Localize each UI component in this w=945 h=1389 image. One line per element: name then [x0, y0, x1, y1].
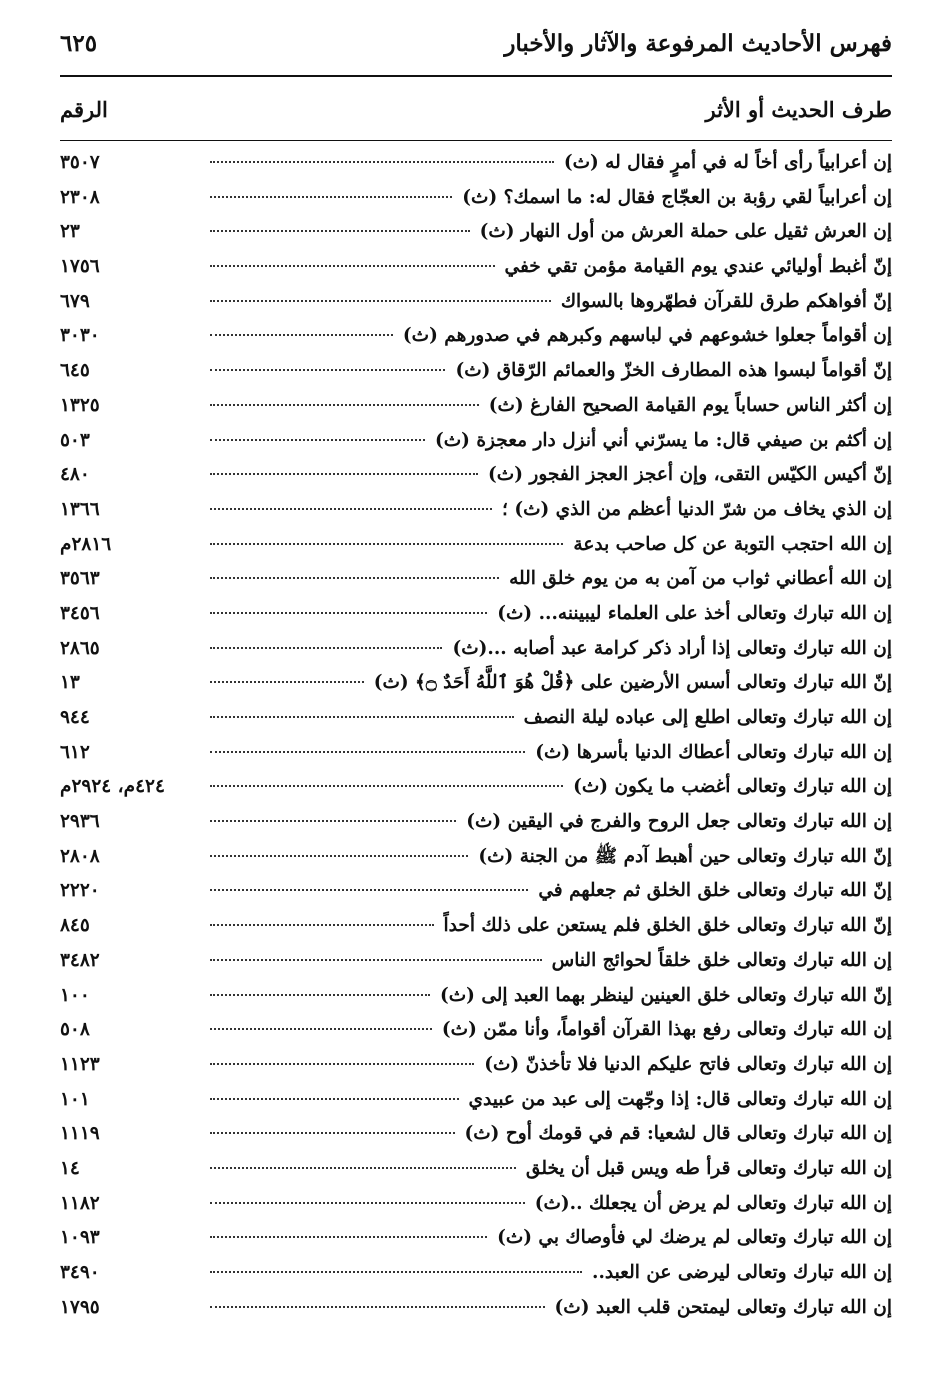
entry-number: ٢٣٠٨ [60, 186, 100, 208]
entry-text: إن الله تبارك وتعالى أغضب ما يكون (ث) [573, 776, 892, 798]
entry-number: ٤٨٠ [60, 464, 90, 486]
entry-text: إن الله تبارك وتعالى ليمتحن قلب العبد (ث) [554, 1296, 892, 1318]
entry-number: ١٠٩٣ [60, 1227, 100, 1249]
header-rule [60, 75, 892, 77]
dot-leader [210, 1167, 516, 1169]
index-entry [60, 499, 892, 534]
index-entry [60, 846, 892, 881]
index-entry [60, 1158, 892, 1193]
index-entry [60, 1193, 892, 1228]
entry-number: ٢٨٦٥ [60, 637, 100, 659]
dot-leader [210, 439, 425, 441]
dot-leader [210, 543, 563, 545]
running-title: فهرس الأحاديث المرفوعة والآثار والأخبار [504, 30, 892, 57]
dot-leader [210, 1271, 582, 1273]
entry-text: إنّ الله تبارك وتعالى خلق الخلق فلم يستعن على ذلك أحداً [443, 915, 892, 937]
entry-text: إنّ أفواهكم طرق للقرآن فطهّروها بالسواك [560, 290, 892, 312]
index-entry [60, 360, 892, 395]
index-entry [60, 603, 892, 638]
index-entry [60, 880, 892, 915]
entry-text: إنّ الله تبارك وتعالى خلق الخلق ثم جعلهم في [538, 880, 892, 902]
index-entry [60, 256, 892, 291]
entry-number: ١٠٠ [60, 984, 90, 1006]
index-entry [60, 187, 892, 222]
entry-number: ١١٢٣ [60, 1053, 100, 1075]
entry-text: إنّ الله تبارك وتعالى أسس الأرضين على ﴿قُلْ هُوَ ٱللَّهُ أَحَدٌ ۝﴾ (ث) [373, 672, 892, 694]
dot-leader [210, 612, 487, 614]
entry-number: ١٣ [60, 672, 80, 694]
entry-text: إنّ الله تبارك وتعالى حين أهبط آدم ﷺ من الجنة (ث) [478, 845, 892, 867]
entry-text: إن الله تبارك وتعالى ليرضى عن العبد.. [592, 1262, 892, 1283]
entry-number: ٥٠٨ [60, 1019, 90, 1041]
entry-text: إن الله تبارك وتعالى أخذ على العلماء ليبيننه... (ث) [497, 602, 892, 624]
entry-text: إن الله تبارك وتعالى خلق خلقاً لحوائج الناس [551, 949, 892, 971]
entry-number: ١٣٦٦ [60, 498, 100, 520]
entry-text: إن الله تبارك وتعالى اطلع إلى عباده ليلة النصف [523, 707, 892, 728]
entry-text: إن العرش ثقيل على حملة العرش من أول النهار (ث) [479, 221, 892, 243]
index-entry [60, 430, 892, 465]
index-entry [60, 811, 892, 846]
entry-number: ٢٢٢٠ [60, 880, 100, 902]
dot-leader [210, 820, 456, 822]
dot-leader [210, 577, 499, 579]
index-entry [60, 915, 892, 950]
index-entry [60, 152, 892, 187]
entry-number: ٦١٢ [60, 741, 90, 763]
index-entry [60, 707, 892, 742]
index-entry [60, 395, 892, 430]
dot-leader [210, 751, 525, 753]
entry-number: ٢٨٠٨ [60, 845, 100, 867]
index-entry [60, 985, 892, 1020]
index-entry [60, 742, 892, 777]
index-entry [60, 1227, 892, 1262]
dot-leader [210, 161, 554, 163]
column-header-rule [60, 140, 892, 141]
dot-leader [210, 1063, 474, 1065]
entry-text: إن الله تبارك وتعالى لم يرضك لي فأوصاك بي (ث) [497, 1227, 892, 1249]
running-head [60, 30, 892, 70]
index-entry [60, 950, 892, 985]
dot-leader [210, 404, 479, 406]
entry-text: إن الله تبارك وتعالى رفع بهذا القرآن أقواماً، وأنا ممّن (ث) [441, 1019, 892, 1041]
dot-leader [210, 369, 445, 371]
column-header-text: طرف الحديث أو الأثر [705, 97, 892, 122]
entry-text: إن الله أعطاني ثواب من آمن به من يوم خلق الله [509, 568, 892, 590]
entry-text: إن الله تبارك وتعالى قرأ طه ويس قبل أن يخلق [525, 1157, 892, 1179]
entry-text: إن الله تبارك وتعالى لم يرض أن يجعلك ..(ث) [534, 1192, 892, 1214]
entry-text: إن الله تبارك وتعالى جعل الروح والفرج في اليقين (ث) [466, 811, 892, 833]
entry-number: ٨٤٥ [60, 915, 90, 937]
index-entry [60, 325, 892, 360]
entry-text: إن الله تبارك وتعالى قال: إذا وجّهت إلى عبد من عبيدي [468, 1088, 892, 1110]
entry-number: ٣٤٨٢ [60, 949, 100, 971]
dot-leader [210, 334, 393, 336]
entry-number: ١٣٢٥ [60, 394, 100, 416]
dot-leader [210, 716, 514, 718]
dot-leader [210, 265, 495, 267]
entry-text: إنّ أغبط أوليائي عندي يوم القيامة مؤمن تقي خفي [504, 256, 892, 278]
entry-number: ٣٤٩٠ [60, 1262, 100, 1283]
dot-leader [210, 1028, 432, 1030]
entry-text: إن أعرابياً رأى أخاً له في أمرٍ فقال له (ث) [563, 152, 892, 173]
index-entry [60, 291, 892, 326]
index-entry [60, 1054, 892, 1089]
entry-number: ١٧٩٥ [60, 1296, 100, 1318]
index-entry [60, 1089, 892, 1124]
entry-text: إن الله تبارك وتعالى فاتح عليكم الدنيا فلا تأخذنّ (ث) [484, 1053, 892, 1075]
dot-leader [210, 1306, 545, 1308]
entry-number: ١١١٩ [60, 1123, 100, 1145]
dot-leader [210, 1098, 459, 1100]
entry-text: إن أعرابياً لقي رؤبة بن العجّاج فقال له: ما اسمك؟ (ث) [462, 186, 892, 208]
entry-number: ١٤ [60, 1157, 80, 1179]
index-entry [60, 568, 892, 603]
entry-number: ٤٢٤م، ٢٩٢٤م [60, 776, 165, 798]
entry-text: إنّ الله تبارك وتعالى خلق العينين لينظر بهما العبد إلى (ث) [439, 984, 892, 1006]
entry-number: ٣٤٥٦ [60, 602, 100, 624]
entry-text: إن أكثم بن صيفي قال: ما يسرّني أني أنزل دار معجزة (ث) [435, 429, 892, 451]
dot-leader [210, 300, 551, 302]
entry-number: ٦٧٩ [60, 290, 90, 312]
entry-text: إن الله احتجب التوبة عن كل صاحب بدعة [573, 533, 892, 555]
dot-leader [210, 1236, 487, 1238]
entry-number: ٣٠٣٠ [60, 325, 100, 347]
entry-text: إنّ أقواماً لبسوا هذه المطارف الخزّ والعمائم الرّقاق (ث) [455, 360, 892, 382]
dot-leader [210, 994, 430, 996]
entry-number: ٣٥٦٣ [60, 568, 100, 590]
dot-leader [210, 924, 434, 926]
entry-text: إن الله تبارك وتعالى قال لشعيا: قم في قومك أوح (ث) [464, 1123, 892, 1145]
entry-number: ١٠١ [60, 1088, 90, 1110]
index-entry [60, 221, 892, 256]
entry-number: ٢٣ [60, 221, 80, 243]
entry-text: إن الله تبارك وتعالى أعطاك الدنيا بأسرها (ث) [535, 741, 892, 763]
dot-leader [210, 889, 528, 891]
entry-number: ١٧٥٦ [60, 256, 100, 278]
dot-leader [210, 196, 452, 198]
entry-number: ٢٨١٦م [60, 533, 112, 555]
index-entry [60, 638, 892, 673]
entry-number: ٩٤٤ [60, 707, 90, 728]
entry-number: ١١٨٢ [60, 1192, 100, 1214]
entry-number: ٥٠٣ [60, 429, 90, 451]
entry-text: إن الذي يخاف من شرّ الدنيا أعظم من الذي (ث) ؛ [502, 498, 892, 520]
entry-number: ٦٤٥ [60, 360, 90, 382]
dot-leader [210, 647, 442, 649]
entry-text: إنّ أكيس الكيّس التقى، وإن أعجز العجز الفجور (ث) [488, 464, 892, 486]
entry-text: إن أقواماً جعلوا خشوعهم في لباسهم وكبرهم في صدورهم (ث) [402, 325, 892, 347]
dot-leader [210, 855, 468, 857]
index-entry [60, 1123, 892, 1158]
index-entry [60, 776, 892, 811]
dot-leader [210, 1132, 455, 1134]
index-entry [60, 1262, 892, 1297]
entry-list [60, 152, 892, 1331]
column-headers [60, 97, 892, 131]
dot-leader [210, 1202, 525, 1204]
dot-leader [210, 681, 364, 683]
dot-leader [210, 785, 563, 787]
dot-leader [210, 473, 478, 475]
page-number: ٦٢٥ [60, 30, 98, 57]
column-header-number: الرقم [60, 97, 108, 122]
entry-number: ٢٩٣٦ [60, 811, 100, 833]
dot-leader [210, 508, 492, 510]
index-entry [60, 464, 892, 499]
entry-text: إن أكثر الناس حساباً يوم القيامة الصحيح الفارغ (ث) [488, 394, 892, 416]
dot-leader [210, 959, 542, 961]
index-entry [60, 1019, 892, 1054]
index-entry [60, 672, 892, 707]
entry-text: إن الله تبارك وتعالى إذا أراد ذكر كرامة عبد أصابه ...(ث) [452, 637, 892, 659]
index-entry [60, 1297, 892, 1332]
entry-number: ٣٥٠٧ [60, 152, 100, 173]
index-entry [60, 534, 892, 569]
dot-leader [210, 230, 470, 232]
